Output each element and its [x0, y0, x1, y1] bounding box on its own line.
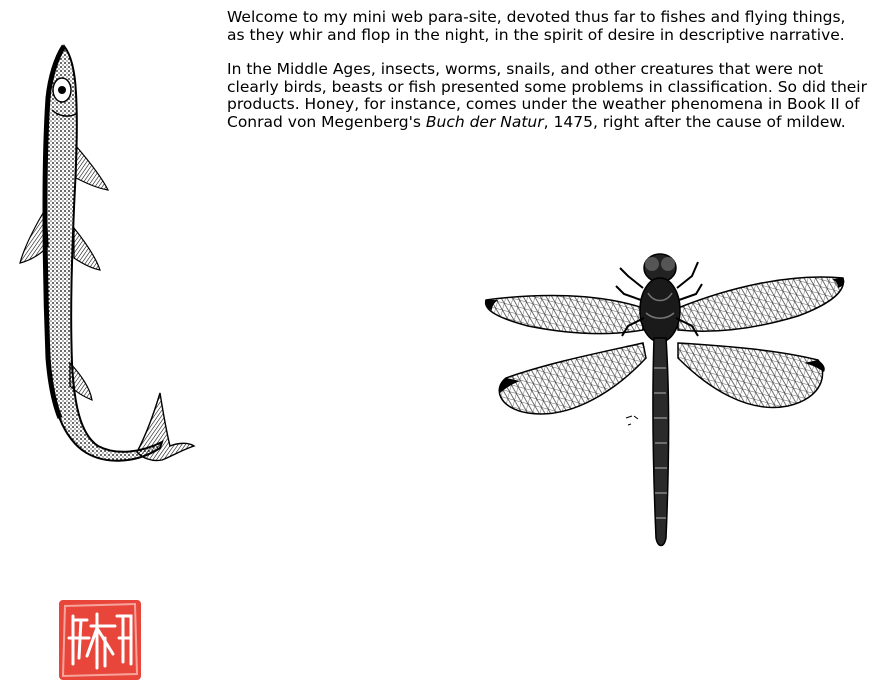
- dragonfly-illustration: [478, 238, 850, 556]
- intro-text: [227, 9, 867, 148]
- intro-paragraph-1: Welcome to my mini web para-site, devoted thus far to fishes and flying things, as they whir and flop in the night, in the spirit of desire in descriptive narrative.: [227, 8, 846, 44]
- fish-illustration: [12, 38, 202, 488]
- book-title: Buch der Natur: [425, 112, 544, 131]
- paragraph-2-text-end: , 1475, right after the cause of mildew.: [543, 112, 846, 131]
- seal-stamp: [57, 598, 143, 682]
- paragraph-2-text-start: In the Middle Ages, insects, worms, snails, and other creatures that were not clearly birds, beasts or fish presented some problems in classification. So did their products. Honey, for instance, comes under the weather phenomena in Book II of Conrad von Megenberg's: [227, 60, 867, 131]
- intro-paragraph-2: [227, 61, 867, 131]
